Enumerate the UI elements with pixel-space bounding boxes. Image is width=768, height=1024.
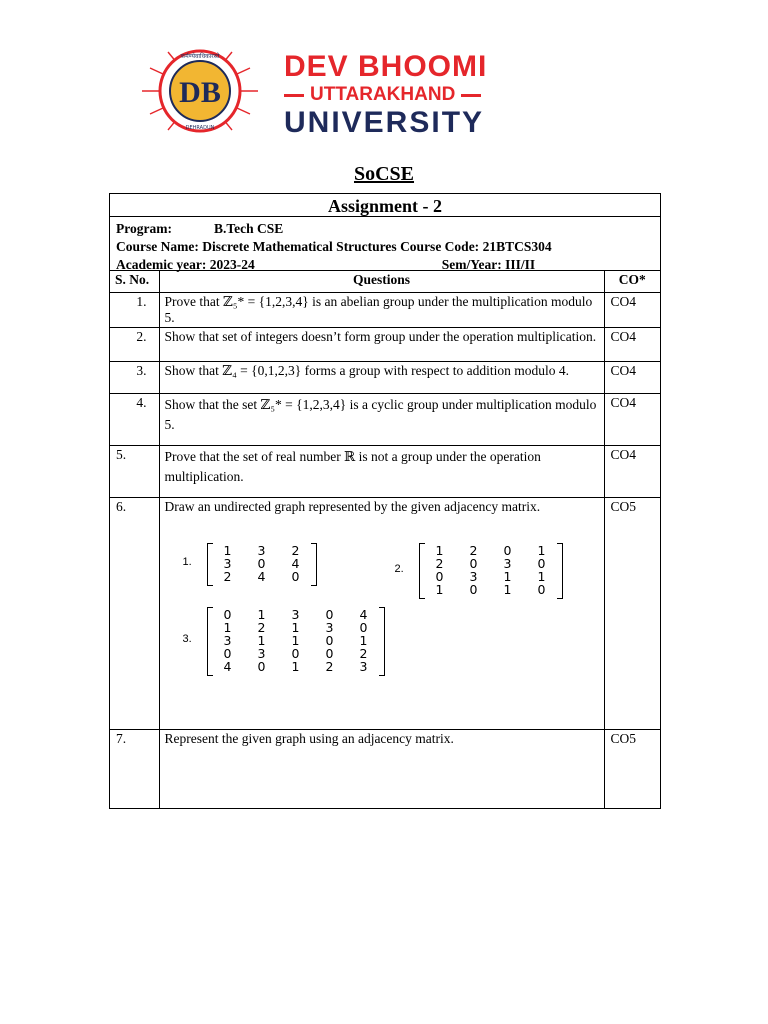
matrix-cell: 3 [257, 645, 266, 661]
matrix-cell: 1 [435, 581, 444, 597]
course-code-label: Course Code: [400, 239, 480, 254]
matrix-cell: 0 [469, 581, 478, 597]
table-row [110, 361, 660, 393]
program-value: B.Tech CSE [214, 221, 284, 236]
row-number: 3. [110, 361, 159, 393]
academic-year-value: 2023-24 [209, 257, 255, 272]
matrix-cell: 1 [537, 542, 546, 558]
matrix-cell: 3 [359, 658, 368, 674]
question-text: Show that set of integers doesn’t form group under the operation multiplication. [159, 327, 604, 361]
matrix-cell: 0 [325, 606, 334, 622]
matrix-cell: 0 [325, 645, 334, 661]
matrix-cell: 1 [435, 542, 444, 558]
matrix-cell: 2 [223, 568, 232, 584]
co-value: CO4 [604, 327, 660, 361]
matrix-label: 1. [182, 556, 192, 568]
matrix-cell: 2 [359, 645, 368, 661]
matrix-label: 3. [182, 633, 192, 645]
matrix-label: 2. [394, 562, 404, 575]
matrix-cell: 0 [503, 542, 512, 558]
co-value: CO5 [604, 729, 660, 808]
row-number: 4. [110, 393, 159, 445]
university-name-line2: UTTARAKHAND [310, 84, 456, 105]
row-number: 2. [110, 327, 159, 361]
matrix-cell: 4 [291, 555, 300, 571]
logo-letters: DB [179, 76, 221, 109]
question-text: Represent the given graph using an adjacency matrix. [159, 729, 604, 808]
co-value: CO4 [604, 361, 660, 393]
matrix-cell: 0 [257, 555, 266, 571]
university-name-line3: UNIVERSITY [284, 106, 485, 139]
matrix-cell: 2 [257, 619, 266, 635]
divider [284, 94, 304, 97]
course-name-label: Course Name: [116, 239, 199, 254]
matrix-cell: 1 [503, 581, 512, 597]
matrix-cell: 3 [469, 568, 478, 584]
course-code-value: 21BTCS304 [482, 239, 552, 254]
matrix-cell: 2 [325, 658, 334, 674]
matrix-cell: 0 [291, 568, 300, 584]
co-value: CO4 [604, 445, 660, 497]
co-header: CO* [604, 271, 660, 292]
matrix-cell: 1 [257, 606, 266, 622]
matrix-cell: 0 [469, 555, 478, 571]
table-row [110, 292, 660, 327]
question-text: Draw an undirected graph represented by the given adjacency matrix. [164, 498, 541, 514]
assignment-title: Assignment - 2 [110, 194, 660, 217]
matrix-cell: 0 [223, 606, 232, 622]
matrix-cell: 2 [469, 542, 478, 558]
matrix-cell: 1 [257, 632, 266, 648]
matrix-cell: 0 [223, 645, 232, 661]
matrix-cell: 3 [325, 619, 334, 635]
row-number: 7. [110, 729, 159, 808]
table-row [110, 327, 660, 361]
adjacency-matrix [419, 543, 563, 599]
matrix-cell: 4 [223, 658, 232, 674]
school-title: SoCSE [353, 163, 415, 185]
matrix-cell: 0 [537, 555, 546, 571]
matrix-cell: 0 [359, 619, 368, 635]
matrix-cell: 0 [257, 658, 266, 674]
adjacency-matrix [207, 607, 385, 676]
matrix-cell: 1 [223, 619, 232, 635]
matrix-cell: 1 [537, 568, 546, 584]
matrix-cell: 3 [257, 542, 266, 558]
matrix-cell: 0 [325, 632, 334, 648]
matrix-cell: 0 [537, 581, 546, 597]
logo-ring-text: DEHRADUN [185, 125, 215, 131]
table-row [110, 445, 660, 497]
divider [461, 94, 481, 97]
matrix-cell: 1 [223, 542, 232, 558]
matrix-cell: 1 [503, 568, 512, 584]
academic-year-label: Academic year: [116, 257, 207, 272]
question-text: Prove that the set of real number ℝ is not a group under the operation multiplication. [159, 445, 604, 497]
sno-header: S. No. [110, 271, 159, 292]
co-value: CO4 [604, 292, 660, 327]
question-text: Show that the set ℤ₅* = {1,2,3,4} is a cyclic group under multiplication modulo 5. [159, 393, 604, 445]
university-name-line1: DEV BHOOMI [284, 50, 488, 83]
university-logo [140, 46, 260, 136]
course-name-value: Discrete Mathematical Structures [202, 239, 397, 254]
logo-motto: कर्मण्येवाधिकारस्ते [180, 53, 220, 60]
university-name [284, 50, 594, 140]
assignment-sheet [109, 193, 661, 809]
table-row [110, 393, 660, 445]
questions-header: Questions [159, 271, 604, 292]
co-value: CO4 [604, 393, 660, 445]
matrix-cell: 3 [223, 632, 232, 648]
questions-table [110, 271, 660, 808]
adjacency-matrices [165, 515, 599, 725]
question-text: Show that ℤ₄ = {0,1,2,3} forms a group with respect to addition modulo 4. [159, 361, 604, 393]
sem-label: Sem/Year: [441, 257, 502, 272]
sem-value: III/II [505, 257, 536, 272]
matrix-cell: 2 [435, 555, 444, 571]
matrix-cell: 4 [359, 606, 368, 622]
matrix-cell: 3 [291, 606, 300, 622]
matrix-cell: 4 [257, 568, 266, 584]
matrix-cell: 0 [435, 568, 444, 584]
matrix-cell: 1 [291, 619, 300, 635]
matrix-cell: 3 [223, 555, 232, 571]
program-label: Program: [116, 221, 172, 236]
matrix-cell: 0 [291, 645, 300, 661]
table-row [110, 497, 660, 729]
matrix-cell: 3 [503, 555, 512, 571]
matrix-cell: 1 [291, 632, 300, 648]
matrix-cell: 1 [291, 658, 300, 674]
table-header-row [110, 271, 660, 292]
matrix-cell: 2 [291, 542, 300, 558]
question-text: Prove that ℤ₅* = {1,2,3,4} is an abelian group under the multiplication modulo 5. [159, 292, 604, 327]
row-number: 5. [110, 445, 159, 497]
row-number: 1. [110, 292, 159, 327]
co-value: CO5 [604, 497, 660, 729]
adjacency-matrix [207, 543, 317, 586]
row-number: 6. [110, 497, 159, 729]
table-row [110, 729, 660, 808]
course-meta [110, 217, 660, 271]
matrix-cell: 1 [359, 632, 368, 648]
